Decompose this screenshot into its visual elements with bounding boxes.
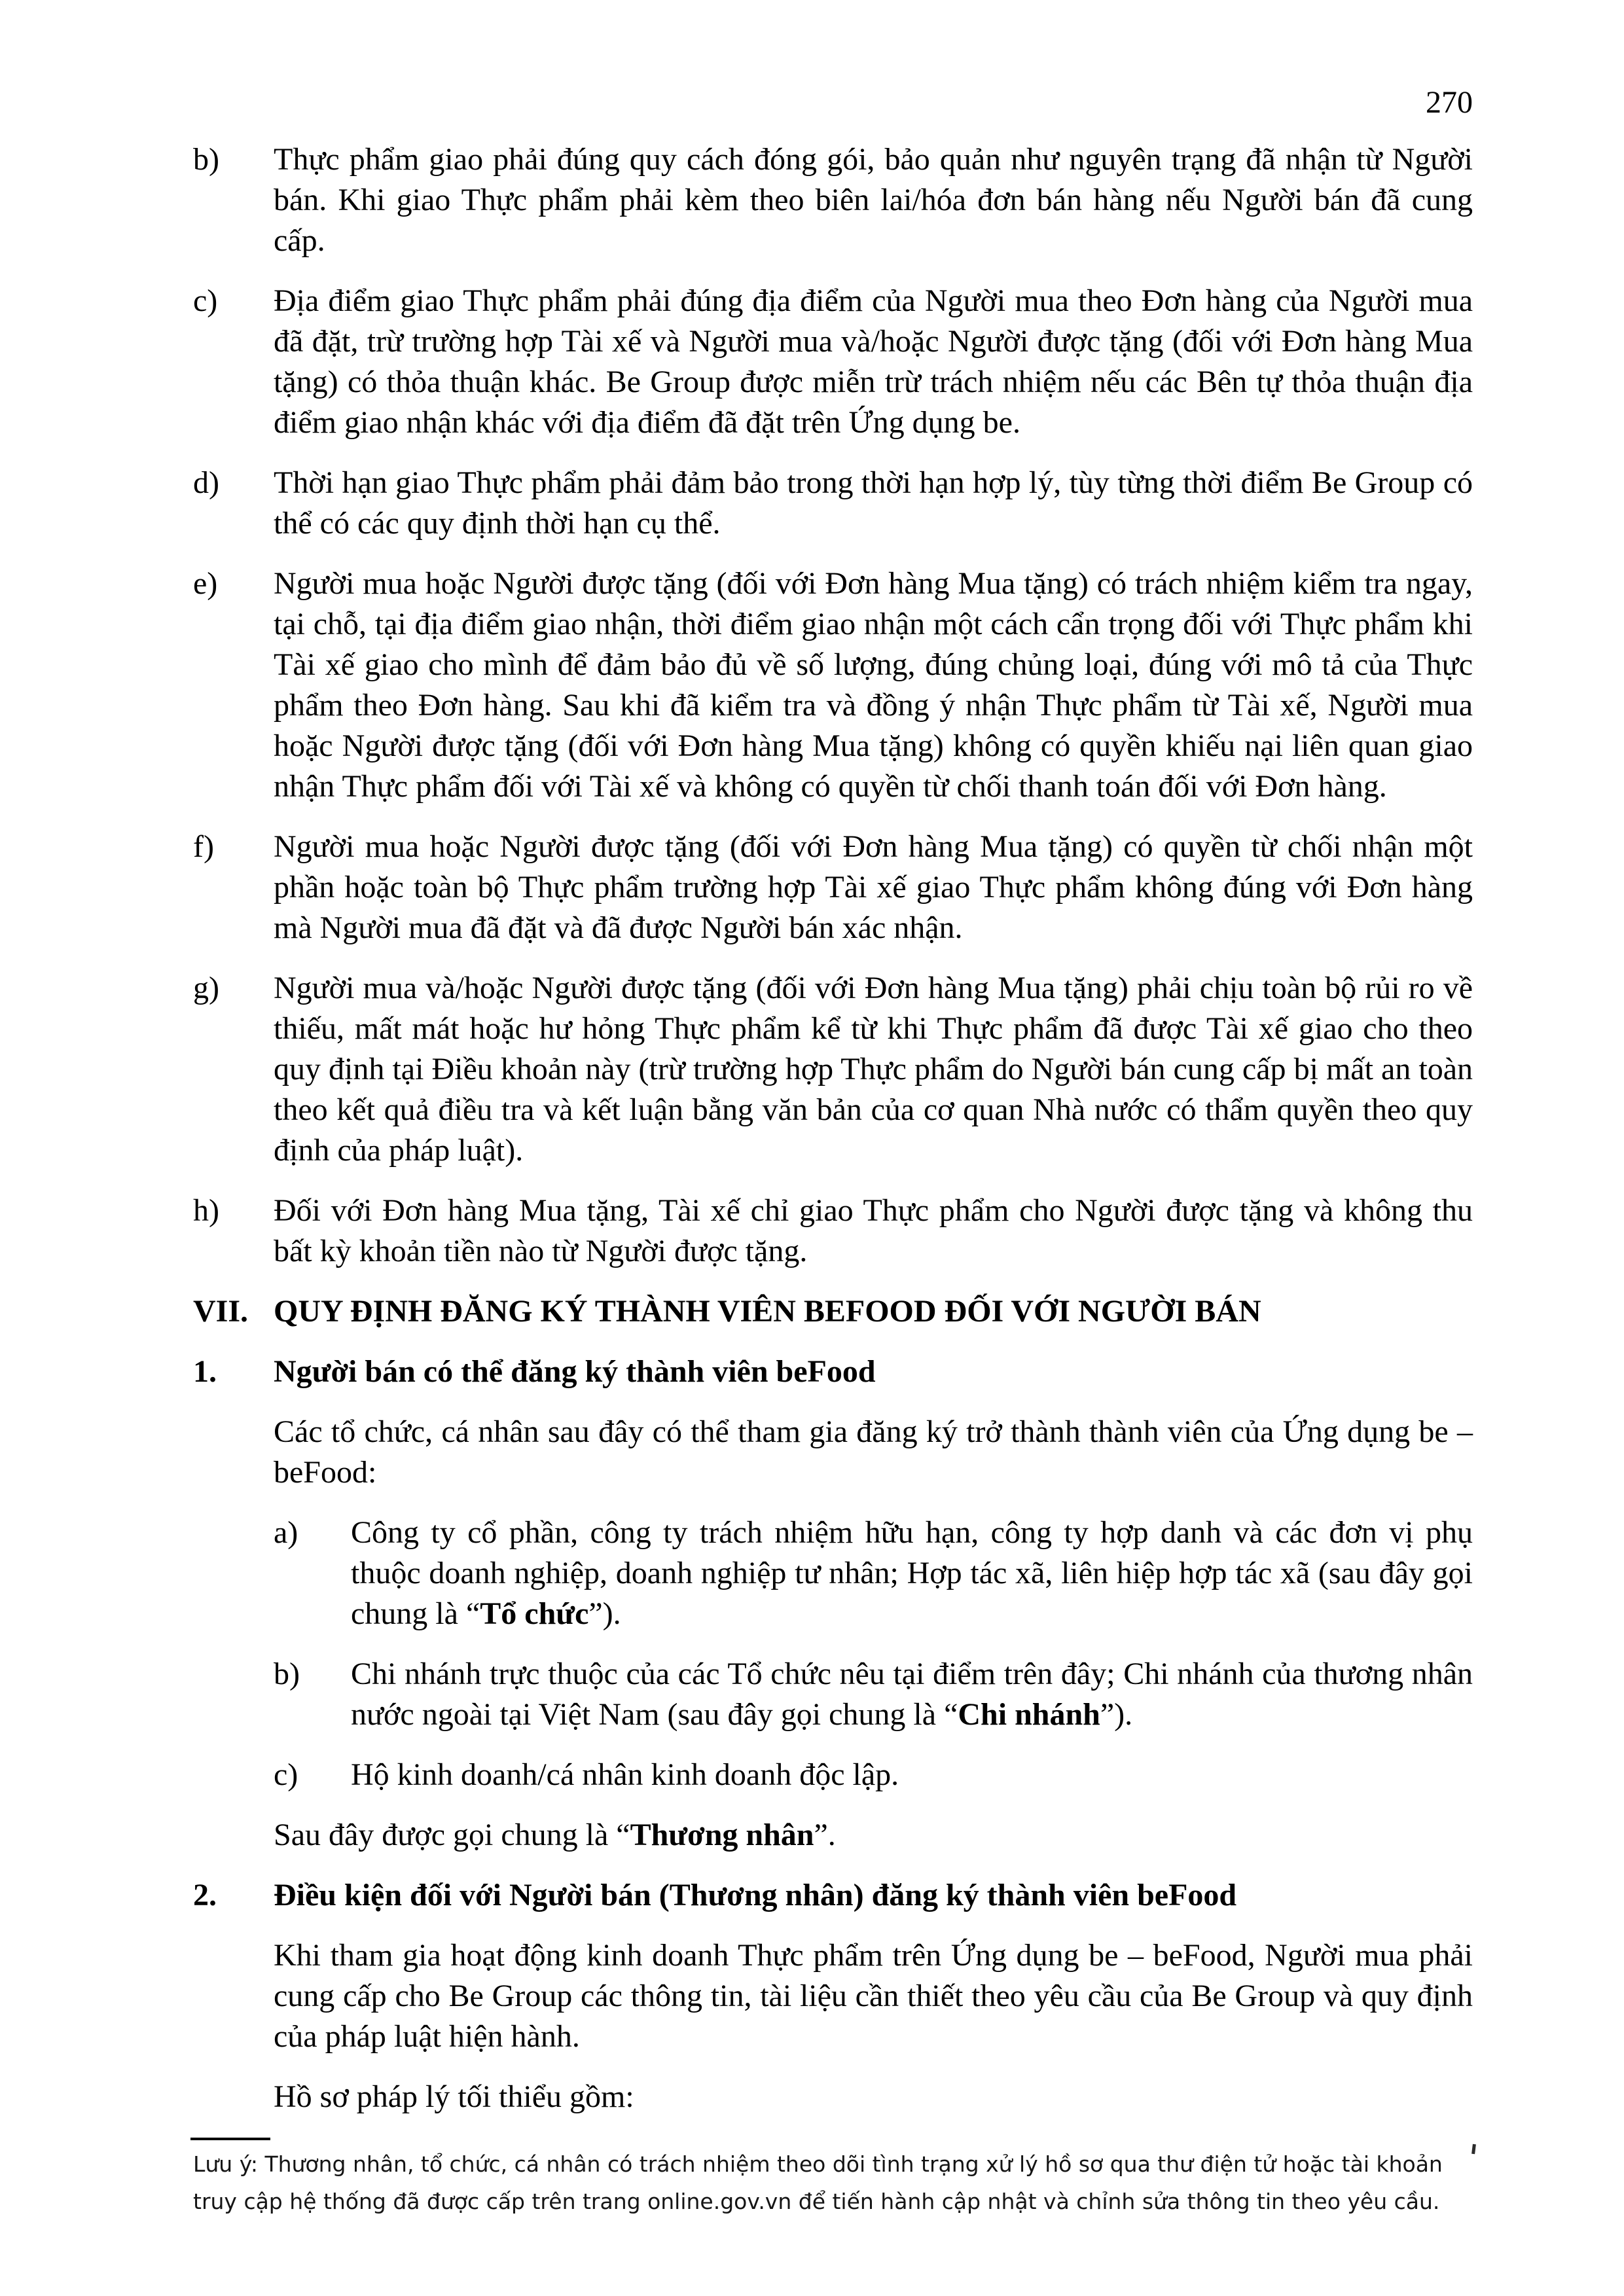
sub-list-item-text: Hộ kinh doanh/cá nhân kinh doanh độc lập. bbox=[351, 1757, 899, 1792]
section-vii-heading bbox=[193, 1291, 1473, 1332]
page-number: 270 bbox=[1426, 85, 1473, 120]
scan-speck-artifact bbox=[1471, 2144, 1476, 2154]
sub-list-item-b bbox=[193, 1654, 1473, 1735]
footnote-separator bbox=[190, 2138, 270, 2140]
list-item-label: f) bbox=[193, 829, 214, 864]
list-item-label: e) bbox=[193, 566, 218, 601]
paragraph-closing: Sau đây được gọi chung là “Thương nhân”. bbox=[274, 1818, 836, 1852]
sub-list-item-a bbox=[193, 1513, 1473, 1634]
subsection-title: Người bán có thể đăng ký thành viên beFood bbox=[274, 1354, 876, 1389]
sub-list-item-label: b) bbox=[274, 1657, 300, 1691]
list-item-label: c) bbox=[193, 283, 218, 318]
subsection-label: 1. bbox=[193, 1354, 217, 1389]
list-item-text: Thời hạn giao Thực phẩm phải đảm bảo trong thời hạn hợp lý, tùy từng thời điểm Be Group có thể có các quy định thời hạn cụ thể. bbox=[274, 465, 1473, 541]
sub-list-item-label: a) bbox=[274, 1515, 298, 1550]
list-item-text: Đối với Đơn hàng Mua tặng, Tài xế chỉ giao Thực phẩm cho Người được tặng và không thu bất kỳ khoản tiền nào từ Người được tặng. bbox=[274, 1193, 1473, 1268]
section-label: VII. bbox=[193, 1294, 249, 1329]
list-item-text: Người mua và/hoặc Người được tặng (đối với Đơn hàng Mua tặng) phải chịu toàn bộ rủi ro về thiếu, mất mát hoặc hư hỏng Thực phẩm kể từ khi Thực phẩm đã được Tài xế giao cho theo quy định tại Điều khoản này (trừ trường hợp Thực phẩm do Người bán cung cấp bị mất an toàn theo kết quả điều tra và kết luận bằng văn bản của cơ quan Nhà nước có thẩm quyền theo quy định của pháp luật). bbox=[274, 971, 1473, 1168]
list-item-label: d) bbox=[193, 465, 219, 500]
list-item-text: Địa điểm giao Thực phẩm phải đúng địa điểm của Người mua theo Đơn hàng của Người mua đã đặt, trừ trường hợp Tài xế và Người mua và/hoặc Người được tặng (đối với Đơn hàng Mua tặng) có thỏa thuận khác. Be Group được miễn trừ trách nhiệm nếu các Bên tự thỏa thuận địa điểm giao nhận khác với địa điểm đã đặt trên Ứng dụng be. bbox=[274, 283, 1473, 440]
list-item-h bbox=[193, 1191, 1473, 1272]
list-item-f bbox=[193, 827, 1473, 948]
document-content bbox=[193, 139, 1473, 2137]
list-item-d bbox=[193, 463, 1473, 544]
list-item-label: g) bbox=[193, 971, 219, 1005]
list-item-text: Thực phẩm giao phải đúng quy cách đóng gói, bảo quản như nguyên trạng đã nhận từ Người bán. Khi giao Thực phẩm phải kèm theo biên lai/hóa đơn bán hàng nếu Người bán đã cung cấp. bbox=[274, 142, 1473, 258]
list-item-text: Người mua hoặc Người được tặng (đối với Đơn hàng Mua tặng) có trách nhiệm kiểm tra ngay, tại chỗ, tại địa điểm giao nhận, thời điểm giao nhận một cách cẩn trọng đối với Thực phẩm khi Tài xế giao cho mình để đảm bảo đủ về số lượng, đúng chủng loại, đúng với mô tả của Thực phẩm theo Đơn hàng. Sau khi đã kiểm tra và đồng ý nhận Thực phẩm từ Tài xế, Người mua hoặc Người được tặng (đối với Đơn hàng Mua tặng) không có quyền khiếu nại liên quan giao nhận Thực phẩm đối với Tài xế và không có quyền từ chối thanh toán đối với Đơn hàng. bbox=[274, 566, 1473, 804]
sub-list-item-label: c) bbox=[274, 1757, 298, 1792]
list-item-label: b) bbox=[193, 142, 219, 177]
list-item-text: Người mua hoặc Người được tặng (đối với Đơn hàng Mua tặng) có quyền từ chối nhận một phần hoặc toàn bộ Thực phẩm trường hợp Tài xế giao Thực phẩm không đúng với Đơn hàng mà Người mua đã đặt và đã được Người bán xác nhận. bbox=[274, 829, 1473, 945]
subsection-label: 2. bbox=[193, 1878, 217, 1912]
subsection-2-heading bbox=[193, 1875, 1473, 1916]
paragraph-body: Khi tham gia hoạt động kinh doanh Thực phẩm trên Ứng dụng be – beFood, Người mua phải cung cấp cho Be Group các thông tin, tài liệu cần thiết theo yêu cầu của Be Group và quy định của pháp luật hiện hành. bbox=[274, 1938, 1473, 2054]
footnote-text: Lưu ý: Thương nhân, tổ chức, cá nhân có trách nhiệm theo dõi tình trạng xử lý hồ sơ qua thư điện tử hoặc tài khoản truy cập hệ thống đã được cấp trên trang online.gov.vn để tiến hành cập nhật và chỉnh sửa thông tin theo yêu cầu. bbox=[193, 2151, 1443, 2214]
sub-list-item-text: Chi nhánh trực thuộc của các Tổ chức nêu tại điểm trên đây; Chi nhánh của thương nhân nước ngoài tại Việt Nam (sau đây gọi chung là “Chi nhánh”). bbox=[351, 1657, 1473, 1732]
subsection-1-heading bbox=[193, 1352, 1473, 1392]
list-item-g bbox=[193, 968, 1473, 1171]
subsection-title: Điều kiện đối với Người bán (Thương nhân) đăng ký thành viên beFood bbox=[274, 1878, 1237, 1912]
list-item-c bbox=[193, 281, 1473, 443]
paragraph-note: Hồ sơ pháp lý tối thiểu gồm: bbox=[274, 2079, 634, 2114]
list-item-b bbox=[193, 139, 1473, 261]
list-item-label: h) bbox=[193, 1193, 219, 1228]
paragraph-intro: Các tổ chức, cá nhân sau đây có thể tham gia đăng ký trở thành thành viên của Ứng dụng be – beFood: bbox=[274, 1414, 1473, 1490]
footnote bbox=[193, 2138, 1447, 2220]
sub-list-item-text: Công ty cổ phần, công ty trách nhiệm hữu hạn, công ty hợp danh và các đơn vị phụ thuộc doanh nghiệp, doanh nghiệp tư nhân; Hợp tác xã, liên hiệp hợp tác xã (sau đây gọi chung là “Tổ chức”). bbox=[351, 1515, 1473, 1631]
list-item-e bbox=[193, 564, 1473, 807]
sub-list-item-c bbox=[193, 1755, 1473, 1795]
section-title: QUY ĐỊNH ĐĂNG KÝ THÀNH VIÊN BEFOOD ĐỐI VỚI NGƯỜI BÁN bbox=[274, 1294, 1261, 1329]
